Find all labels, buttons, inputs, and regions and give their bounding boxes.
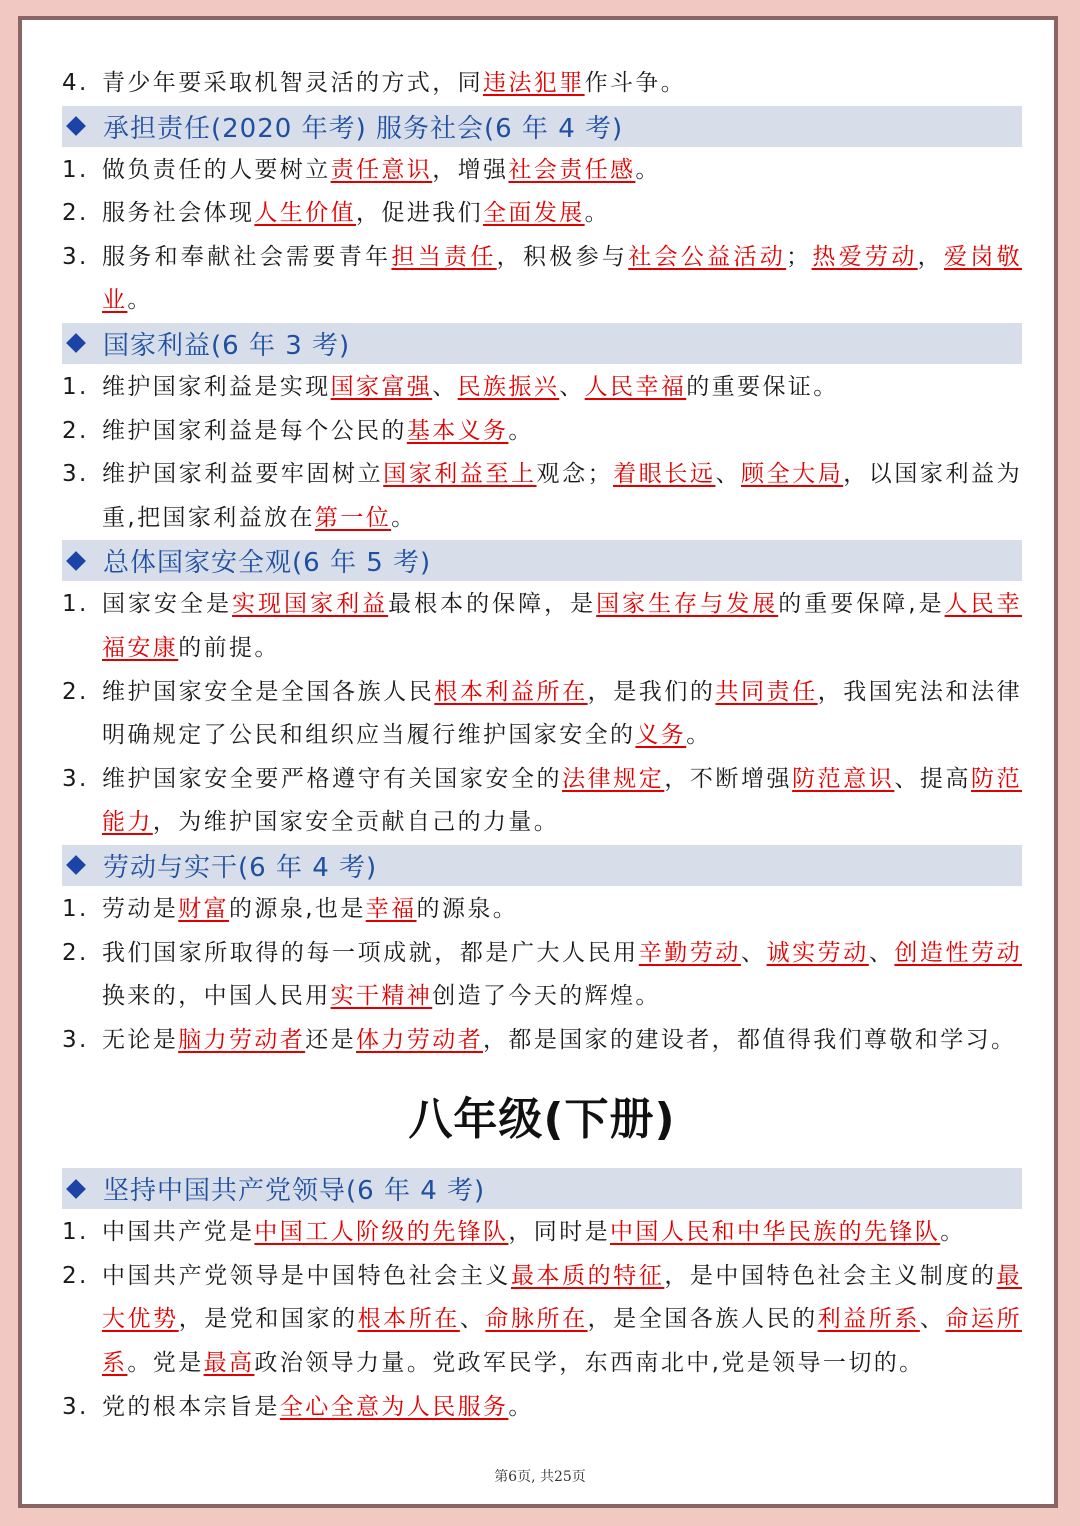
keyword-highlight: 义务 [635,722,687,749]
keyword-highlight: 财富 [178,895,230,922]
item-number: 2. [62,200,89,227]
item-text: 党的根本宗旨是 [102,1393,280,1420]
keyword-highlight: 防范意识 [792,765,895,792]
item-number: 3. [62,1026,89,1053]
item-number: 4. [62,70,89,96]
item-text: 维护国家利益要牢固树立 [102,461,384,488]
item-text: ，都是国家的建设者，都值得我们尊敬和学习。 [483,1026,1017,1053]
item-text: 国家安全是 [102,591,233,618]
item-number: 2. [62,1262,89,1289]
item-text: 的重要保障,是 [778,591,945,618]
item-number: 2. [62,417,89,444]
item-text: 换来的，中国人民用 [102,983,331,1010]
item-text: 。 [635,156,661,183]
list-item [62,453,1022,540]
item-text: 、 [919,1306,946,1333]
item-text: 、 [559,373,585,400]
item-number: 1. [62,1219,89,1246]
item-number: 3. [62,461,89,488]
list-item [62,236,1022,323]
item-text: 服务和奉献社会需要青年 [102,243,392,270]
item-text: 的前提。 [178,634,280,661]
section-header [62,845,1022,886]
keyword-highlight: 利益所系 [817,1306,920,1333]
keyword-highlight: 实现国家利益 [232,591,389,618]
keyword-highlight: 人民幸福安康 [102,591,1023,661]
keyword-highlight: 法律规定 [562,765,665,792]
item-text: ，积极参与 [496,243,629,270]
item-text: 的源泉,也是 [229,895,366,922]
item-text: 中国共产党领导是中国特色社会主义 [102,1262,511,1289]
section-title: 国家利益(6 年 3 考) [103,330,351,361]
keyword-highlight: 爱岗敬业 [102,243,1023,314]
keyword-highlight: 国家生存与发展 [596,591,779,618]
item-number: 2. [62,939,89,966]
keyword-highlight: 着眼长远 [613,461,716,488]
item-text: ，以国家利益为重,把国家利益放在 [102,461,1023,531]
section-title: 坚持中国共产党领导(6 年 4 考) [103,1176,486,1207]
item-text: 中国共产党是 [102,1219,255,1246]
item-text: 维护国家利益是每个公民的 [102,417,407,444]
grade-heading: 八年级(下册) [408,1094,676,1146]
item-text: 最根本的保障，是 [388,591,597,618]
keyword-highlight: 幸福 [365,895,417,922]
keyword-highlight: 顾全大局 [741,461,844,488]
item-text: 青少年要采取机智灵活的方式，同 [102,70,483,96]
keyword-highlight: 实干精神 [330,983,433,1010]
list-item [62,149,1022,193]
item-text: ，为维护国家安全贡献自己的力量。 [152,809,560,836]
page-content [62,62,1022,1429]
item-text: 无论是 [102,1026,179,1053]
item-text: 的重要保证。 [686,373,839,400]
item-number: 1. [62,591,89,618]
keyword-highlight: 热爱劳动 [811,243,918,270]
keyword-highlight: 人民幸福 [584,373,687,400]
keyword-highlight: 责任意识 [330,156,433,183]
item-number: 2. [62,678,89,705]
list-item [62,583,1022,670]
item-text: 做负责任的人要树立 [102,156,331,183]
list-item [62,192,1022,236]
item-text: ； [786,243,812,270]
list-item [62,1211,1022,1255]
item-text: 。 [686,722,712,749]
keyword-highlight: 全面发展 [483,200,585,227]
section-header [62,540,1022,581]
item-text: 、 [741,939,767,966]
item-text: 劳动是 [102,895,179,922]
item-text: 、 [715,461,742,488]
keyword-highlight: 全心全意为人民服务 [279,1393,509,1420]
item-text: ，是我们的 [587,678,716,705]
keyword-highlight: 共同责任 [715,678,818,705]
page-footer: 第6页, 共25页 [494,1469,586,1485]
section-header [62,106,1022,147]
keyword-highlight: 诚实劳动 [766,939,869,966]
item-text: ，增强 [432,156,509,183]
item-text: 政治领导力量。党政军民学，东西南北中,党是领导一切的。 [254,1350,925,1377]
keyword-highlight: 国家利益至上 [383,461,537,488]
item-text: 服务社会体现 [102,200,255,227]
section-title: 总体国家安全观(6 年 5 考) [103,548,432,579]
keyword-highlight: 命脉所在 [485,1306,588,1333]
item-number: 3. [62,765,89,792]
item-text: 作斗争。 [584,70,687,96]
keyword-highlight: 违法犯罪 [483,70,585,96]
keyword-highlight: 人生价值 [254,200,357,227]
diamond-bullet-icon [66,551,86,571]
item-text: 、 [459,1306,486,1333]
item-text: 、 [868,939,895,966]
keyword-highlight: 最大优势 [102,1262,1022,1333]
item-number: 1. [62,373,89,400]
item-text: 、提高 [894,765,972,792]
list-item [62,1019,1022,1063]
item-number: 3. [62,243,89,270]
keyword-highlight: 担当责任 [391,243,497,270]
section-header [62,323,1022,364]
keyword-highlight: 第一位 [314,504,392,531]
keyword-highlight: 社会公益活动 [628,243,787,270]
item-number: 1. [62,156,89,183]
item-number: 3. [62,1393,89,1420]
keyword-highlight: 创造性劳动 [894,939,1023,966]
item-text: ，不断增强 [664,765,793,792]
item-text: 创造了今天的辉煌。 [432,983,661,1010]
item-text: 。 [584,200,611,227]
item-text: ，是中国特色社会主义制度的 [664,1262,997,1289]
list-item [62,671,1022,758]
item-text: 还是 [305,1026,357,1053]
section-title: 承担责任(2020 年考) 服务社会(6 年 4 考) [103,113,624,144]
item-text: 。 [127,287,153,314]
item-text: 的源泉。 [416,895,519,922]
item-text: ，是全国各族人民的 [587,1306,818,1333]
item-text: 。 [391,504,417,531]
list-item [62,410,1022,454]
item-text: 。 [508,1393,534,1420]
section-header [62,1168,1022,1209]
keyword-highlight: 命运所系 [102,1306,1022,1377]
diamond-bullet-icon [66,1179,86,1199]
keyword-highlight: 最本质的特征 [510,1262,665,1289]
list-item [62,932,1022,1019]
item-text: ，我国宪法和法律明确规定了公民和组织应当履行维护国家安全的 [102,678,1023,749]
keyword-highlight: 国家富强 [330,373,433,400]
keyword-highlight: 根本利益所在 [434,678,588,705]
keyword-highlight: 脑力劳动者 [178,1026,306,1053]
item-text: 我们国家所取得的每一项成就，都是广大人民用 [102,939,639,966]
keyword-highlight: 防范能力 [102,765,1023,836]
keyword-highlight: 根本所在 [357,1306,460,1333]
item-text: 。 [940,1219,966,1246]
item-text: ，同时是 [508,1219,611,1246]
diamond-bullet-icon [66,116,86,136]
keyword-highlight: 中国人民和中华民族的先锋队 [610,1219,941,1246]
keyword-highlight: 体力劳动者 [356,1026,484,1053]
item-text: ，是党和国家的 [178,1306,358,1333]
list-item [62,758,1022,845]
section-title: 劳动与实干(6 年 4 考) [103,852,378,883]
item-text: 维护国家安全是全国各族人民 [102,678,435,705]
item-text: 维护国家安全要严格遵守有关国家安全的 [102,765,563,792]
diamond-bullet-icon [66,856,86,876]
item-text: 维护国家利益是实现 [102,373,331,400]
keyword-highlight: 民族振兴 [457,373,560,400]
item-text: 观念； [536,461,614,488]
keyword-highlight: 社会责任感 [508,156,636,183]
keyword-highlight: 中国工人阶级的先锋队 [254,1219,509,1246]
item-text: ， [917,243,944,270]
item-number: 1. [62,895,89,922]
list-item [62,888,1022,932]
item-text: 。 [508,417,534,444]
keyword-highlight: 基本义务 [406,417,509,444]
diamond-bullet-icon [66,334,86,354]
list-item [62,1255,1022,1386]
list-item [62,1386,1022,1430]
list-item [62,62,1022,106]
list-item [62,366,1022,410]
item-text: 、 [432,373,458,400]
item-text: 。党是 [127,1350,204,1377]
item-text: ，促进我们 [356,200,484,227]
keyword-highlight: 最高 [203,1350,255,1377]
keyword-highlight: 辛勤劳动 [638,939,741,966]
